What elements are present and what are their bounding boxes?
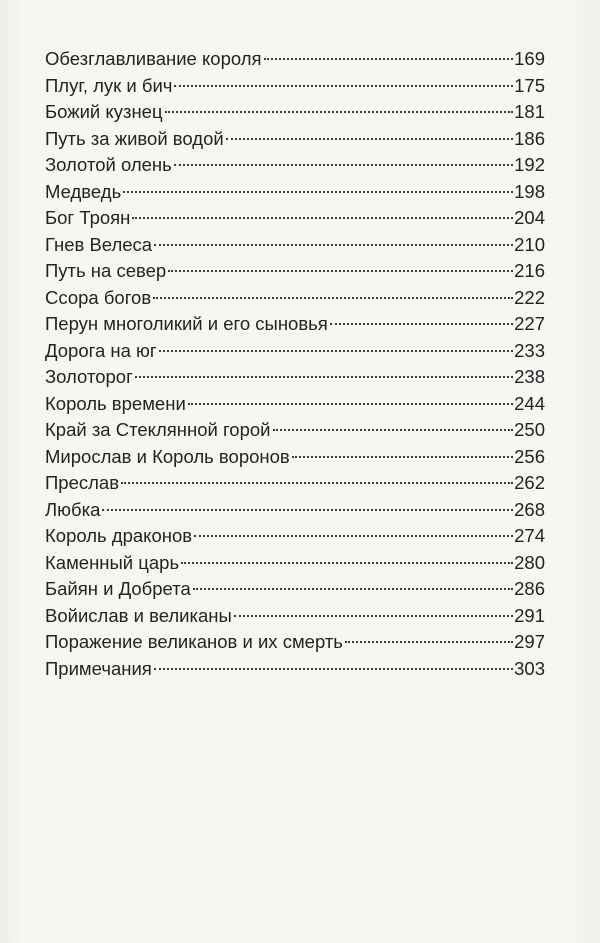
toc-entry [45,126,545,153]
toc-entry [45,364,545,391]
toc-entry-title: Золоторог [45,366,133,387]
toc-entry [45,232,545,259]
toc-entry [45,629,545,656]
toc-entry [45,46,545,73]
dot-leader [123,191,513,193]
toc-entry [45,523,545,550]
toc-entry [45,258,545,285]
toc-entry-page-number: 291 [514,604,545,626]
dot-leader [234,615,513,617]
toc-entry-page-number: 274 [514,525,545,546]
dot-leader [154,244,513,246]
toc-entry-title: Путь на север [45,260,167,281]
dot-leader [159,350,513,352]
dot-leader [174,85,513,87]
dot-leader [153,297,513,299]
toc-entry [45,656,545,683]
toc-entry-title: Мирослав и Король воронов [45,445,290,467]
toc-entry-title: Путь за живой водой [45,127,224,149]
toc-entry-title: Байян и Добрета [45,578,191,599]
toc-entry-title: Божий кузнец [45,101,163,122]
toc-entry-title: Король времени [45,392,186,414]
toc-entry-title: Король драконов [45,525,193,546]
toc-entry-page-number: 262 [514,472,545,493]
dot-leader [193,588,513,590]
toc-entry [45,179,545,206]
toc-entry-page-number: 238 [514,366,545,387]
toc-entry-title: Перун многоликий и его сыновья [45,313,328,334]
toc-entry [45,99,545,126]
toc-entry [45,73,545,100]
toc-entry [45,205,545,232]
dot-leader [135,376,513,378]
toc-entry [45,311,545,338]
dot-leader [154,668,513,670]
toc-entry-title: Дорога на юг [45,339,157,361]
toc-entry-page-number: 181 [514,101,545,122]
toc-entry [45,417,545,444]
toc-entry-title: Примечания [45,657,152,679]
toc-entry-page-number: 192 [514,154,545,175]
toc-entry-page-number: 222 [514,286,545,308]
toc-entry-page-number: 210 [514,233,545,255]
table-of-contents [45,46,545,682]
dot-leader [345,641,513,643]
toc-entry-title: Обезглавливание короля [45,48,262,69]
toc-entry-page-number: 256 [514,445,545,467]
toc-entry [45,470,545,497]
toc-entry-title: Войислав и великаны [45,604,232,626]
toc-entry-title: Медведь [45,180,122,202]
toc-entry [45,338,545,365]
dot-leader [330,323,513,325]
toc-entry-page-number: 297 [514,631,545,652]
toc-entry-title: Преслав [45,472,120,493]
toc-entry-page-number: 169 [514,48,545,69]
dot-leader [181,562,513,564]
dot-leader [102,509,513,511]
toc-entry-title: Гнев Велеса [45,233,153,255]
dot-leader [165,111,514,113]
toc-entry-page-number: 216 [514,260,545,281]
toc-entry [45,285,545,312]
toc-entry-title: Поражение великанов и их смерть [45,631,343,652]
toc-entry-title: Золотой олень [45,154,172,175]
toc-entry-title: Край за Стеклянной горой [45,419,271,440]
dot-leader [264,58,514,60]
toc-entry [45,444,545,471]
toc-entry-title: Плуг, лук и бич [45,74,173,96]
toc-entry [45,497,545,524]
toc-entry [45,576,545,603]
toc-entry-page-number: 244 [514,392,545,414]
toc-entry-page-number: 286 [514,578,545,599]
toc-entry-page-number: 280 [514,551,545,573]
toc-entry [45,603,545,630]
dot-leader [132,217,513,219]
toc-entry-title: Каменный царь [45,551,180,573]
dot-leader [273,429,514,431]
toc-entry-page-number: 186 [514,127,545,149]
dot-leader [121,482,513,484]
dot-leader [188,403,513,405]
toc-entry-title: Ссора богов [45,286,152,308]
dot-leader [168,270,513,272]
toc-entry [45,152,545,179]
dot-leader [292,456,513,458]
toc-entry-page-number: 175 [514,74,545,96]
toc-entry-page-number: 233 [514,339,545,361]
toc-entry-page-number: 204 [514,207,545,228]
dot-leader [194,535,513,537]
toc-entry-page-number: 250 [514,419,545,440]
toc-entry-title: Любка [45,498,101,520]
toc-entry-page-number: 268 [514,498,545,520]
dot-leader [174,164,513,166]
toc-entry-title: Бог Троян [45,207,131,228]
toc-entry-page-number: 198 [514,180,545,202]
toc-entry-page-number: 227 [514,313,545,334]
toc-entry-page-number: 303 [514,657,545,679]
dot-leader [226,138,513,140]
toc-entry [45,550,545,577]
toc-entry [45,391,545,418]
